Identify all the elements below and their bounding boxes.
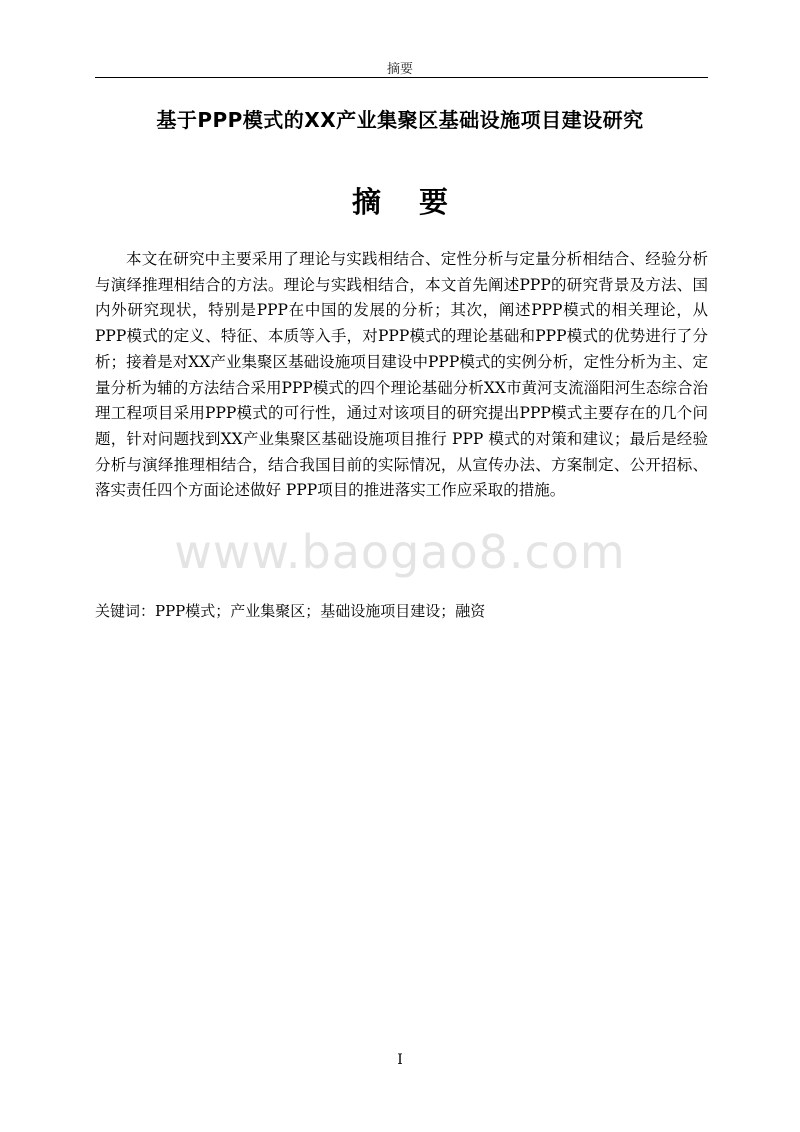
abstract-heading: 摘 要 (351, 185, 463, 219)
watermark: www.baogao8.com (174, 525, 626, 579)
document-title: 基于PPP模式的XX产业集聚区基础设施项目建设研究 (156, 108, 644, 132)
header-divider (95, 77, 708, 78)
keywords-line: 关键词：PPP模式；产业集聚区；基础设施项目建设；融资 (95, 602, 486, 620)
page-number: I (397, 1052, 403, 1068)
abstract-paragraph: 本文在研究中主要采用了理论与实践相结合、定性分析与定量分析相结合、经验分析与演绎推理相结合的方法。理论与实践相结合，本文首先阐述PPP的研究背景及方法、国内外研究现状，特别是PPP在中国的发展的分析；其次，阐述PPP模式的相关理论，从PPP模式的定义、特征、本质等入手，对PPP模式的理论基础和PPP模式的优势进行了分析；接着是对XX产业集聚区基础设施项目建设中PPP模式的实例分析，定性分析为主、定量分析为辅的方法结合采用PPP模式的四个理论基础分析XX市黄河支流淄阳河生态综合治理工程项目采用PPP模式的可行性，通过对该项目的研究提出PPP模式主要存在的几个问题，针对问题找到XX产业集聚区基础设施项目推行 PPP 模式的对策和建议；最后是经验分析与演绎推理相结合，结合我国目前的实际情况，从宣传办法、方案制定、公开招标、落实责任四个方面论述做好 PPP项目的推进落实工作应采取的措施。 (95, 250, 708, 500)
running-header: 摘要 (386, 62, 413, 77)
